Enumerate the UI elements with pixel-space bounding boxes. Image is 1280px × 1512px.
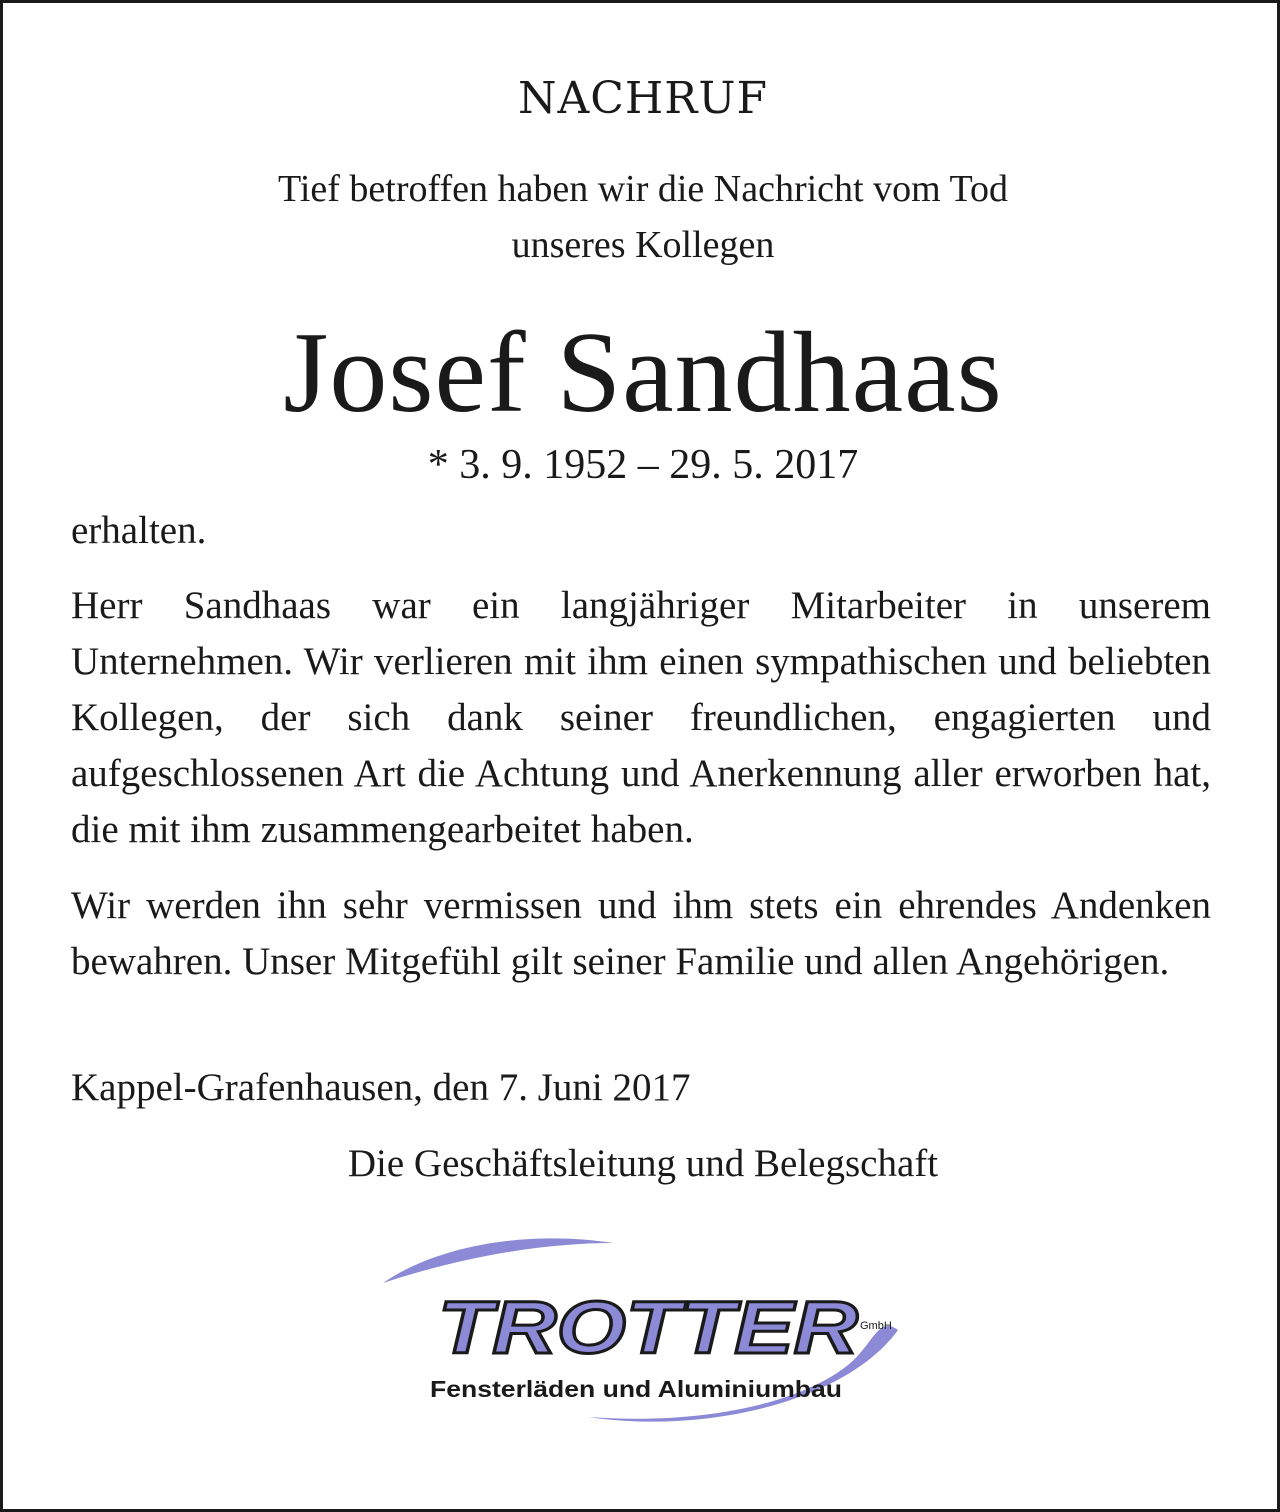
intro-line-2: unseres Kollegen — [511, 224, 775, 266]
intro-line-1: Tief betroffen haben wir die Nachricht vom Tod — [277, 168, 1009, 210]
deceased-name: Josef Sandhaas — [283, 309, 1003, 437]
life-dates: * 3. 9. 1952 – 29. 5. 2017 — [427, 442, 859, 488]
logo-mark: GmbH — [860, 1320, 892, 1332]
notice-heading: NACHRUF — [517, 73, 769, 124]
logo-brand: TROTTER — [438, 1286, 858, 1369]
logo-swoosh-top — [383, 1238, 613, 1283]
paragraph-condolence: Wir werden ihn sehr vermissen und ihm stets ein ehrendes Andenken bewahren. Unser Mitgefühl gilt seiner Familie und allen Angehörigen. — [71, 884, 1211, 983]
logo-tagline: Fensterläden und Aluminiumbau — [430, 1376, 842, 1402]
signature: Die Geschäftsleitung und Belegschaft — [347, 1142, 939, 1185]
paragraph-tribute: Herr Sandhaas war ein langjähriger Mitarbeiter in unserem Unternehmen. Wir verlieren mit ihm einen sympathischen und beliebten Kollegen, der sich dank seiner freundlichen, engagierten und aufgeschlossenen Art die Achtung und Anerkennung aller erworben hat, die mit ihm zusammengearbeitet haben. — [71, 584, 1211, 851]
place-and-date: Kappel-Grafenhausen, den 7. Juni 2017 — [71, 1066, 691, 1109]
company-logo — [378, 1225, 908, 1435]
intro-text — [3, 161, 1280, 273]
received-text: erhalten. — [71, 509, 207, 552]
